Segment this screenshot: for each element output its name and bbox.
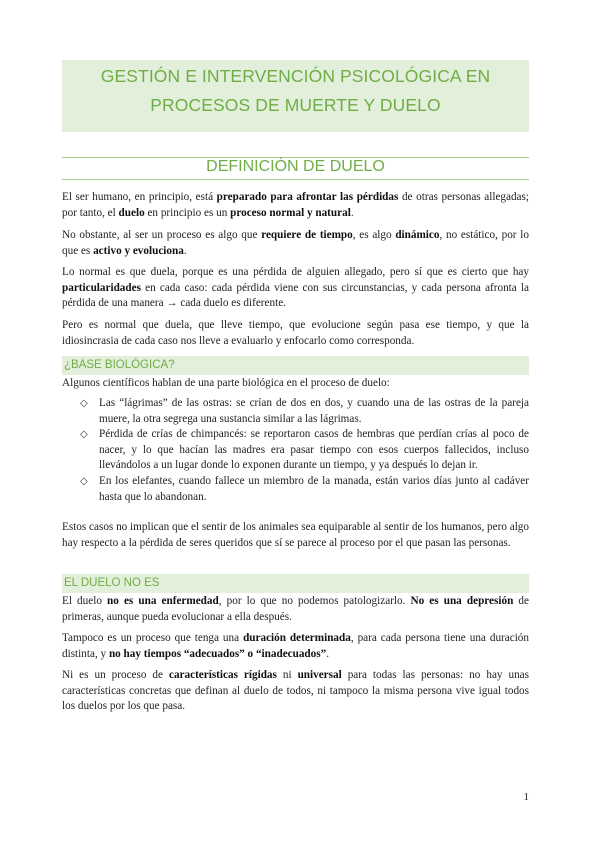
list-item: [62, 474, 529, 505]
heading-rule-bottom: [62, 179, 529, 180]
list-item-text: Las “lágrimas” de las ostras: se crían de dos en dos, y cuando una de las ostras de la pareja muere, la otra segrega una sustancia similar a las lágrimas.: [99, 397, 529, 425]
diamond-outline-icon: ◇: [80, 475, 88, 487]
section2-outro: Estos casos no implican que el sentir de los animales sea equiparable al sentir de los humanos, pero algo hay respecto a la pérdida de seres queridos que sí se parece al proceso por el que pasan las personas.: [62, 521, 529, 549]
list-item: [62, 427, 529, 474]
list-item-text: Pérdida de crías de chimpancés: se reportaron casos de hembras que perdían crías al poco de nacer, y lo que hacían las madres era pasar tiempo con esos cuerpos fallecidos, incluso llevándolos a un lugar donde lo exponen durante un tiempo, y ya después lo dejan ir.: [99, 428, 529, 472]
title-box: [62, 60, 529, 132]
list-item-text: En los elefantes, cuando fallece un miembro de la manada, están varios días junto al cadáver hasta que lo abandonan.: [99, 474, 529, 503]
diamond-outline-icon: ◇: [80, 429, 88, 441]
bullet-list: [62, 396, 529, 505]
diamond-outline-icon: ◇: [80, 398, 88, 409]
title-line-2: PROCESOS DE MUERTE Y DUELO: [150, 95, 441, 115]
paragraph-caracteristicas: Ni es un proceso de características rígidas ni universal para todas las personas: no hay unas características concretas que definan al duelo de todos, ni tampoco la misma persona vive igual todos los duelos por los que pasa.: [62, 669, 530, 713]
section-heading-definicion: DEFINICIÓN DE DUELO: [206, 158, 385, 175]
section-heading-base-biologica: ¿BASE BIOLÓGICA?: [62, 356, 529, 375]
paragraph-3: Lo normal es que duela, porque es una pérdida de alguien allegado, pero sí que es cierto que hay particularidades en cada caso: cada pérdida viene con sus circunstancias, y cada persona afronta la pérdida de una manera → cada duelo es diferente.: [62, 266, 529, 310]
paragraph-2: No obstante, al ser un proceso es algo que requiere de tiempo, es algo dinámico, no estático, por lo que es activo y evoluciona.: [62, 229, 529, 257]
paragraph-1: El ser humano, en principio, está preparado para afrontar las pérdidas de otras personas allegadas; por tanto, el duelo en principio es un proceso normal y natural.: [62, 191, 529, 219]
list-item: [62, 396, 529, 427]
section2-intro: Algunos científicos hablan de una parte biológica en el proceso de duelo:: [62, 377, 390, 389]
title-line-1: GESTIÓN E INTERVENCIÓN PSICOLÓGICA EN: [100, 66, 491, 86]
page-number: 1: [523, 791, 529, 803]
paragraph-4: Pero es normal que duela, que lleve tiempo, que evolucione según pasa ese tiempo, y que la idiosincrasia de cada caso nos lleve a evaluarlo y enfocarlo como corresponda.: [62, 319, 529, 347]
section-heading-el-duelo-no-es: EL DUELO NO ES: [62, 574, 529, 593]
paragraph-no-enfermedad: El duelo no es una enfermedad, por lo que no podemos patologizarlo. No es una depresión de primeras, aunque pueda evolucionar a ella después.: [62, 595, 529, 623]
paragraph-duracion: Tampoco es un proceso que tenga una duración determinada, para cada persona tiene una duración distinta, y no hay tiempos “adecuados” o “inadecuados”.: [62, 632, 529, 660]
